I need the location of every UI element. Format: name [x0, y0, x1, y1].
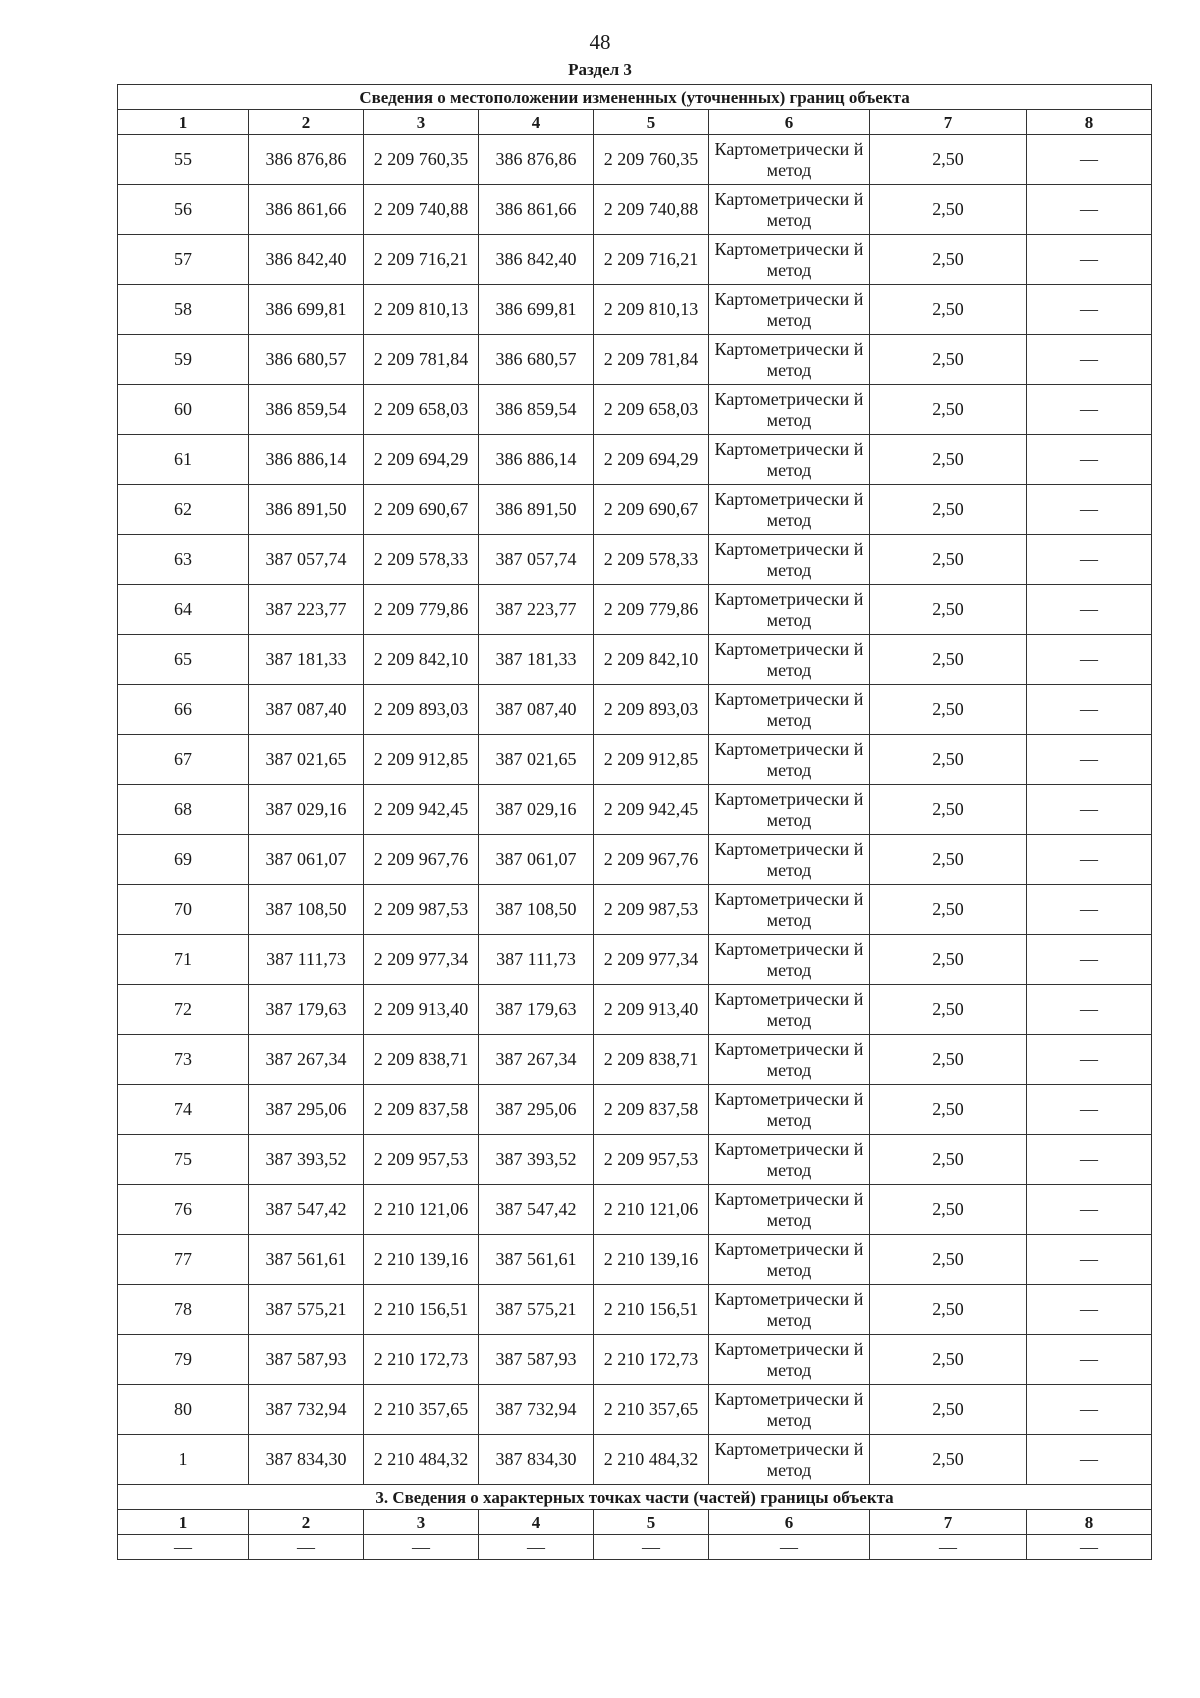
- y-existing-cell: 2 209 740,88: [364, 185, 479, 235]
- accuracy-cell: 2,50: [870, 235, 1027, 285]
- point-number-cell: 80: [118, 1385, 249, 1435]
- column-number: 5: [594, 1510, 709, 1535]
- y-new-cell: 2 209 779,86: [594, 585, 709, 635]
- x-existing-cell: 387 181,33: [249, 635, 364, 685]
- accuracy-cell: 2,50: [870, 335, 1027, 385]
- note-cell: —: [1027, 535, 1152, 585]
- x-existing-cell: 387 393,52: [249, 1135, 364, 1185]
- y-new-cell: 2 210 172,73: [594, 1335, 709, 1385]
- point-number-cell: 57: [118, 235, 249, 285]
- table-row: [118, 1285, 1152, 1335]
- y-existing-cell: 2 209 942,45: [364, 785, 479, 835]
- x-existing-cell: 386 891,50: [249, 485, 364, 535]
- x-existing-cell: 387 179,63: [249, 985, 364, 1035]
- x-existing-cell: 387 575,21: [249, 1285, 364, 1335]
- y-existing-cell: 2 209 690,67: [364, 485, 479, 535]
- note-cell: —: [1027, 385, 1152, 435]
- column-number: 3: [364, 110, 479, 135]
- table-row: [118, 335, 1152, 385]
- method-cell: Картометрически й метод: [709, 285, 870, 335]
- x-new-cell: 386 859,54: [479, 385, 594, 435]
- x-existing-cell: 386 842,40: [249, 235, 364, 285]
- method-cell: Картометрически й метод: [709, 785, 870, 835]
- x-new-cell: 387 267,34: [479, 1035, 594, 1085]
- point-number-cell: 60: [118, 385, 249, 435]
- table-row: [118, 535, 1152, 585]
- x-new-cell: 387 561,61: [479, 1235, 594, 1285]
- method-cell: Картометрически й метод: [709, 185, 870, 235]
- point-number-cell: 58: [118, 285, 249, 335]
- y-existing-cell: 2 209 977,34: [364, 935, 479, 985]
- y-new-cell: 2 209 987,53: [594, 885, 709, 935]
- y-new-cell: 2 209 912,85: [594, 735, 709, 785]
- note-cell: —: [1027, 1185, 1152, 1235]
- method-cell: Картометрически й метод: [709, 835, 870, 885]
- x-existing-cell: 386 886,14: [249, 435, 364, 485]
- x-existing-cell: 387 108,50: [249, 885, 364, 935]
- y-existing-cell: 2 209 893,03: [364, 685, 479, 735]
- table-row: [118, 1085, 1152, 1135]
- point-number-cell: 61: [118, 435, 249, 485]
- table-row: [118, 1185, 1152, 1235]
- method-cell: Картометрически й метод: [709, 385, 870, 435]
- method-cell: Картометрически й метод: [709, 1185, 870, 1235]
- point-number-cell: 62: [118, 485, 249, 535]
- x-new-cell: 387 834,30: [479, 1435, 594, 1485]
- empty-value-cell: —: [249, 1535, 364, 1560]
- x-new-cell: 386 891,50: [479, 485, 594, 535]
- point-number-cell: 67: [118, 735, 249, 785]
- method-cell: Картометрически й метод: [709, 435, 870, 485]
- x-new-cell: 386 876,86: [479, 135, 594, 185]
- x-existing-cell: 387 587,93: [249, 1335, 364, 1385]
- y-new-cell: 2 209 760,35: [594, 135, 709, 185]
- subsection-title-text: 3. Сведения о характерных точках части (частей) границы объекта: [118, 1485, 1152, 1510]
- y-new-cell: 2 210 121,06: [594, 1185, 709, 1235]
- accuracy-cell: 2,50: [870, 385, 1027, 435]
- column-number: 1: [118, 110, 249, 135]
- accuracy-cell: 2,50: [870, 1035, 1027, 1085]
- y-new-cell: 2 209 810,13: [594, 285, 709, 335]
- y-existing-cell: 2 210 484,32: [364, 1435, 479, 1485]
- method-cell: Картометрически й метод: [709, 1335, 870, 1385]
- y-existing-cell: 2 209 781,84: [364, 335, 479, 385]
- x-new-cell: 387 295,06: [479, 1085, 594, 1135]
- note-cell: —: [1027, 685, 1152, 735]
- method-cell: Картометрически й метод: [709, 485, 870, 535]
- column-number: 4: [479, 1510, 594, 1535]
- point-number-cell: 73: [118, 1035, 249, 1085]
- x-new-cell: 387 057,74: [479, 535, 594, 585]
- point-number-cell: 63: [118, 535, 249, 585]
- x-existing-cell: 387 029,16: [249, 785, 364, 835]
- accuracy-cell: 2,50: [870, 985, 1027, 1035]
- y-existing-cell: 2 209 810,13: [364, 285, 479, 335]
- x-new-cell: 387 732,94: [479, 1385, 594, 1435]
- table-title: [118, 85, 1152, 110]
- method-cell: Картометрически й метод: [709, 135, 870, 185]
- note-cell: —: [1027, 285, 1152, 335]
- method-cell: Картометрически й метод: [709, 585, 870, 635]
- accuracy-cell: 2,50: [870, 735, 1027, 785]
- table-row: [118, 935, 1152, 985]
- table-row: [118, 435, 1152, 485]
- column-number: 2: [249, 1510, 364, 1535]
- y-new-cell: 2 209 842,10: [594, 635, 709, 685]
- x-existing-cell: 387 267,34: [249, 1035, 364, 1085]
- y-existing-cell: 2 209 658,03: [364, 385, 479, 435]
- y-existing-cell: 2 209 578,33: [364, 535, 479, 585]
- x-existing-cell: 387 295,06: [249, 1085, 364, 1135]
- note-cell: —: [1027, 485, 1152, 535]
- x-new-cell: 387 021,65: [479, 735, 594, 785]
- accuracy-cell: 2,50: [870, 885, 1027, 935]
- accuracy-cell: 2,50: [870, 485, 1027, 535]
- y-existing-cell: 2 209 913,40: [364, 985, 479, 1035]
- table-row: [118, 1385, 1152, 1435]
- accuracy-cell: 2,50: [870, 585, 1027, 635]
- table-row: [118, 835, 1152, 885]
- x-new-cell: 387 108,50: [479, 885, 594, 935]
- table-row: [118, 1235, 1152, 1285]
- accuracy-cell: 2,50: [870, 1385, 1027, 1435]
- table-row: [118, 135, 1152, 185]
- x-existing-cell: 387 223,77: [249, 585, 364, 635]
- y-existing-cell: 2 210 121,06: [364, 1185, 479, 1235]
- accuracy-cell: 2,50: [870, 1135, 1027, 1185]
- accuracy-cell: 2,50: [870, 1285, 1027, 1335]
- accuracy-cell: 2,50: [870, 635, 1027, 685]
- x-new-cell: 387 111,73: [479, 935, 594, 985]
- point-number-cell: 68: [118, 785, 249, 835]
- x-existing-cell: 386 680,57: [249, 335, 364, 385]
- point-number-cell: 66: [118, 685, 249, 735]
- empty-value-cell: —: [479, 1535, 594, 1560]
- y-existing-cell: 2 209 842,10: [364, 635, 479, 685]
- note-cell: —: [1027, 985, 1152, 1035]
- y-existing-cell: 2 209 779,86: [364, 585, 479, 635]
- x-new-cell: 387 393,52: [479, 1135, 594, 1185]
- table-row: [118, 235, 1152, 285]
- x-new-cell: 387 587,93: [479, 1335, 594, 1385]
- x-new-cell: 387 029,16: [479, 785, 594, 835]
- y-new-cell: 2 210 357,65: [594, 1385, 709, 1435]
- note-cell: —: [1027, 1085, 1152, 1135]
- method-cell: Картометрически й метод: [709, 635, 870, 685]
- point-number-cell: 69: [118, 835, 249, 885]
- column-number: 8: [1027, 1510, 1152, 1535]
- accuracy-cell: 2,50: [870, 785, 1027, 835]
- x-existing-cell: 386 861,66: [249, 185, 364, 235]
- x-existing-cell: 386 699,81: [249, 285, 364, 335]
- table-row: [118, 1035, 1152, 1085]
- empty-value-cell: —: [1027, 1535, 1152, 1560]
- y-new-cell: 2 210 139,16: [594, 1235, 709, 1285]
- accuracy-cell: 2,50: [870, 185, 1027, 235]
- y-existing-cell: 2 210 139,16: [364, 1235, 479, 1285]
- y-existing-cell: 2 209 716,21: [364, 235, 479, 285]
- point-number-cell: 74: [118, 1085, 249, 1135]
- accuracy-cell: 2,50: [870, 435, 1027, 485]
- y-new-cell: 2 209 977,34: [594, 935, 709, 985]
- note-cell: —: [1027, 1335, 1152, 1385]
- note-cell: —: [1027, 1235, 1152, 1285]
- note-cell: —: [1027, 735, 1152, 785]
- accuracy-cell: 2,50: [870, 935, 1027, 985]
- point-number-cell: 55: [118, 135, 249, 185]
- point-number-cell: 65: [118, 635, 249, 685]
- table-row: [118, 1435, 1152, 1485]
- x-new-cell: 386 842,40: [479, 235, 594, 285]
- x-new-cell: 387 087,40: [479, 685, 594, 735]
- column-number: 4: [479, 110, 594, 135]
- accuracy-cell: 2,50: [870, 1235, 1027, 1285]
- column-number: 6: [709, 1510, 870, 1535]
- point-number-cell: 75: [118, 1135, 249, 1185]
- point-number-cell: 1: [118, 1435, 249, 1485]
- x-existing-cell: 387 732,94: [249, 1385, 364, 1435]
- table-row: [118, 635, 1152, 685]
- y-new-cell: 2 209 967,76: [594, 835, 709, 885]
- y-new-cell: 2 210 156,51: [594, 1285, 709, 1335]
- table-row: [118, 185, 1152, 235]
- note-cell: —: [1027, 1035, 1152, 1085]
- y-existing-cell: 2 209 967,76: [364, 835, 479, 885]
- note-cell: —: [1027, 1135, 1152, 1185]
- empty-value-cell: —: [709, 1535, 870, 1560]
- y-existing-cell: 2 209 957,53: [364, 1135, 479, 1185]
- y-new-cell: 2 209 578,33: [594, 535, 709, 585]
- y-new-cell: 2 209 957,53: [594, 1135, 709, 1185]
- coordinates-table: [117, 84, 1152, 1560]
- x-existing-cell: 386 859,54: [249, 385, 364, 435]
- point-number-cell: 76: [118, 1185, 249, 1235]
- accuracy-cell: 2,50: [870, 135, 1027, 185]
- point-number-cell: 71: [118, 935, 249, 985]
- y-existing-cell: 2 209 694,29: [364, 435, 479, 485]
- accuracy-cell: 2,50: [870, 1085, 1027, 1135]
- y-new-cell: 2 209 716,21: [594, 235, 709, 285]
- method-cell: Картометрически й метод: [709, 1035, 870, 1085]
- y-existing-cell: 2 209 987,53: [364, 885, 479, 935]
- y-existing-cell: 2 209 760,35: [364, 135, 479, 185]
- subsection-column-number-row: [118, 1510, 1152, 1535]
- y-existing-cell: 2 210 156,51: [364, 1285, 479, 1335]
- x-new-cell: 387 181,33: [479, 635, 594, 685]
- column-number: 1: [118, 1510, 249, 1535]
- column-number: 8: [1027, 110, 1152, 135]
- y-existing-cell: 2 209 912,85: [364, 735, 479, 785]
- method-cell: Картометрически й метод: [709, 335, 870, 385]
- accuracy-cell: 2,50: [870, 535, 1027, 585]
- point-number-cell: 56: [118, 185, 249, 235]
- note-cell: —: [1027, 335, 1152, 385]
- method-cell: Картометрически й метод: [709, 1435, 870, 1485]
- x-new-cell: 386 680,57: [479, 335, 594, 385]
- method-cell: Картометрически й метод: [709, 235, 870, 285]
- accuracy-cell: 2,50: [870, 835, 1027, 885]
- method-cell: Картометрически й метод: [709, 735, 870, 785]
- note-cell: —: [1027, 585, 1152, 635]
- x-new-cell: 386 861,66: [479, 185, 594, 235]
- y-existing-cell: 2 210 172,73: [364, 1335, 479, 1385]
- y-new-cell: 2 210 484,32: [594, 1435, 709, 1485]
- table-row: [118, 685, 1152, 735]
- empty-value-cell: —: [870, 1535, 1027, 1560]
- y-existing-cell: 2 209 838,71: [364, 1035, 479, 1085]
- note-cell: —: [1027, 1435, 1152, 1485]
- table-row: [118, 985, 1152, 1035]
- table-row: [118, 585, 1152, 635]
- x-new-cell: 386 886,14: [479, 435, 594, 485]
- method-cell: Картометрически й метод: [709, 1135, 870, 1185]
- empty-value-cell: —: [364, 1535, 479, 1560]
- column-number: 7: [870, 110, 1027, 135]
- point-number-cell: 59: [118, 335, 249, 385]
- column-number: 2: [249, 110, 364, 135]
- x-new-cell: 387 575,21: [479, 1285, 594, 1335]
- method-cell: Картометрически й метод: [709, 1085, 870, 1135]
- x-new-cell: 387 223,77: [479, 585, 594, 635]
- x-existing-cell: 387 057,74: [249, 535, 364, 585]
- y-new-cell: 2 209 942,45: [594, 785, 709, 835]
- table-title-text: Сведения о местоположении измененных (уточненных) границ объекта: [118, 85, 1152, 110]
- table-row: [118, 885, 1152, 935]
- x-new-cell: 387 547,42: [479, 1185, 594, 1235]
- table-row: [118, 1335, 1152, 1385]
- method-cell: Картометрически й метод: [709, 1285, 870, 1335]
- x-new-cell: 387 061,07: [479, 835, 594, 885]
- y-new-cell: 2 209 658,03: [594, 385, 709, 435]
- table-row: [118, 285, 1152, 335]
- point-number-cell: 79: [118, 1335, 249, 1385]
- page-number: 48: [589, 30, 611, 54]
- column-number: 6: [709, 110, 870, 135]
- table-row: [118, 735, 1152, 785]
- x-existing-cell: 387 834,30: [249, 1435, 364, 1485]
- y-new-cell: 2 209 913,40: [594, 985, 709, 1035]
- table-row: [118, 1535, 1152, 1560]
- table-row: [118, 485, 1152, 535]
- y-new-cell: 2 209 893,03: [594, 685, 709, 735]
- accuracy-cell: 2,50: [870, 685, 1027, 735]
- y-new-cell: 2 209 837,58: [594, 1085, 709, 1135]
- column-number: 7: [870, 1510, 1027, 1535]
- empty-value-cell: —: [594, 1535, 709, 1560]
- x-existing-cell: 387 087,40: [249, 685, 364, 735]
- point-number-cell: 70: [118, 885, 249, 935]
- empty-value-cell: —: [118, 1535, 249, 1560]
- method-cell: Картометрически й метод: [709, 1235, 870, 1285]
- note-cell: —: [1027, 1385, 1152, 1435]
- accuracy-cell: 2,50: [870, 285, 1027, 335]
- note-cell: —: [1027, 185, 1152, 235]
- accuracy-cell: 2,50: [870, 1185, 1027, 1235]
- note-cell: —: [1027, 635, 1152, 685]
- method-cell: Картометрически й метод: [709, 535, 870, 585]
- note-cell: —: [1027, 435, 1152, 485]
- table-row: [118, 1135, 1152, 1185]
- y-existing-cell: 2 209 837,58: [364, 1085, 479, 1135]
- column-number: 3: [364, 1510, 479, 1535]
- method-cell: Картометрически й метод: [709, 685, 870, 735]
- method-cell: Картометрически й метод: [709, 985, 870, 1035]
- accuracy-cell: 2,50: [870, 1435, 1027, 1485]
- column-number-row: [118, 110, 1152, 135]
- table-row: [118, 785, 1152, 835]
- point-number-cell: 64: [118, 585, 249, 635]
- note-cell: —: [1027, 885, 1152, 935]
- x-existing-cell: 387 061,07: [249, 835, 364, 885]
- note-cell: —: [1027, 785, 1152, 835]
- method-cell: Картометрически й метод: [709, 885, 870, 935]
- method-cell: Картометрически й метод: [709, 1385, 870, 1435]
- method-cell: Картометрически й метод: [709, 935, 870, 985]
- y-new-cell: 2 209 838,71: [594, 1035, 709, 1085]
- x-existing-cell: 387 547,42: [249, 1185, 364, 1235]
- accuracy-cell: 2,50: [870, 1335, 1027, 1385]
- note-cell: —: [1027, 135, 1152, 185]
- point-number-cell: 72: [118, 985, 249, 1035]
- y-existing-cell: 2 210 357,65: [364, 1385, 479, 1435]
- note-cell: —: [1027, 835, 1152, 885]
- x-existing-cell: 387 021,65: [249, 735, 364, 785]
- section-title: Раздел 3: [568, 60, 632, 79]
- x-existing-cell: 386 876,86: [249, 135, 364, 185]
- x-new-cell: 386 699,81: [479, 285, 594, 335]
- point-number-cell: 77: [118, 1235, 249, 1285]
- subsection-title: [118, 1485, 1152, 1510]
- y-new-cell: 2 209 694,29: [594, 435, 709, 485]
- note-cell: —: [1027, 935, 1152, 985]
- x-new-cell: 387 179,63: [479, 985, 594, 1035]
- point-number-cell: 78: [118, 1285, 249, 1335]
- y-new-cell: 2 209 740,88: [594, 185, 709, 235]
- note-cell: —: [1027, 235, 1152, 285]
- y-new-cell: 2 209 781,84: [594, 335, 709, 385]
- note-cell: —: [1027, 1285, 1152, 1335]
- column-number: 5: [594, 110, 709, 135]
- table-row: [118, 385, 1152, 435]
- x-existing-cell: 387 561,61: [249, 1235, 364, 1285]
- x-existing-cell: 387 111,73: [249, 935, 364, 985]
- y-new-cell: 2 209 690,67: [594, 485, 709, 535]
